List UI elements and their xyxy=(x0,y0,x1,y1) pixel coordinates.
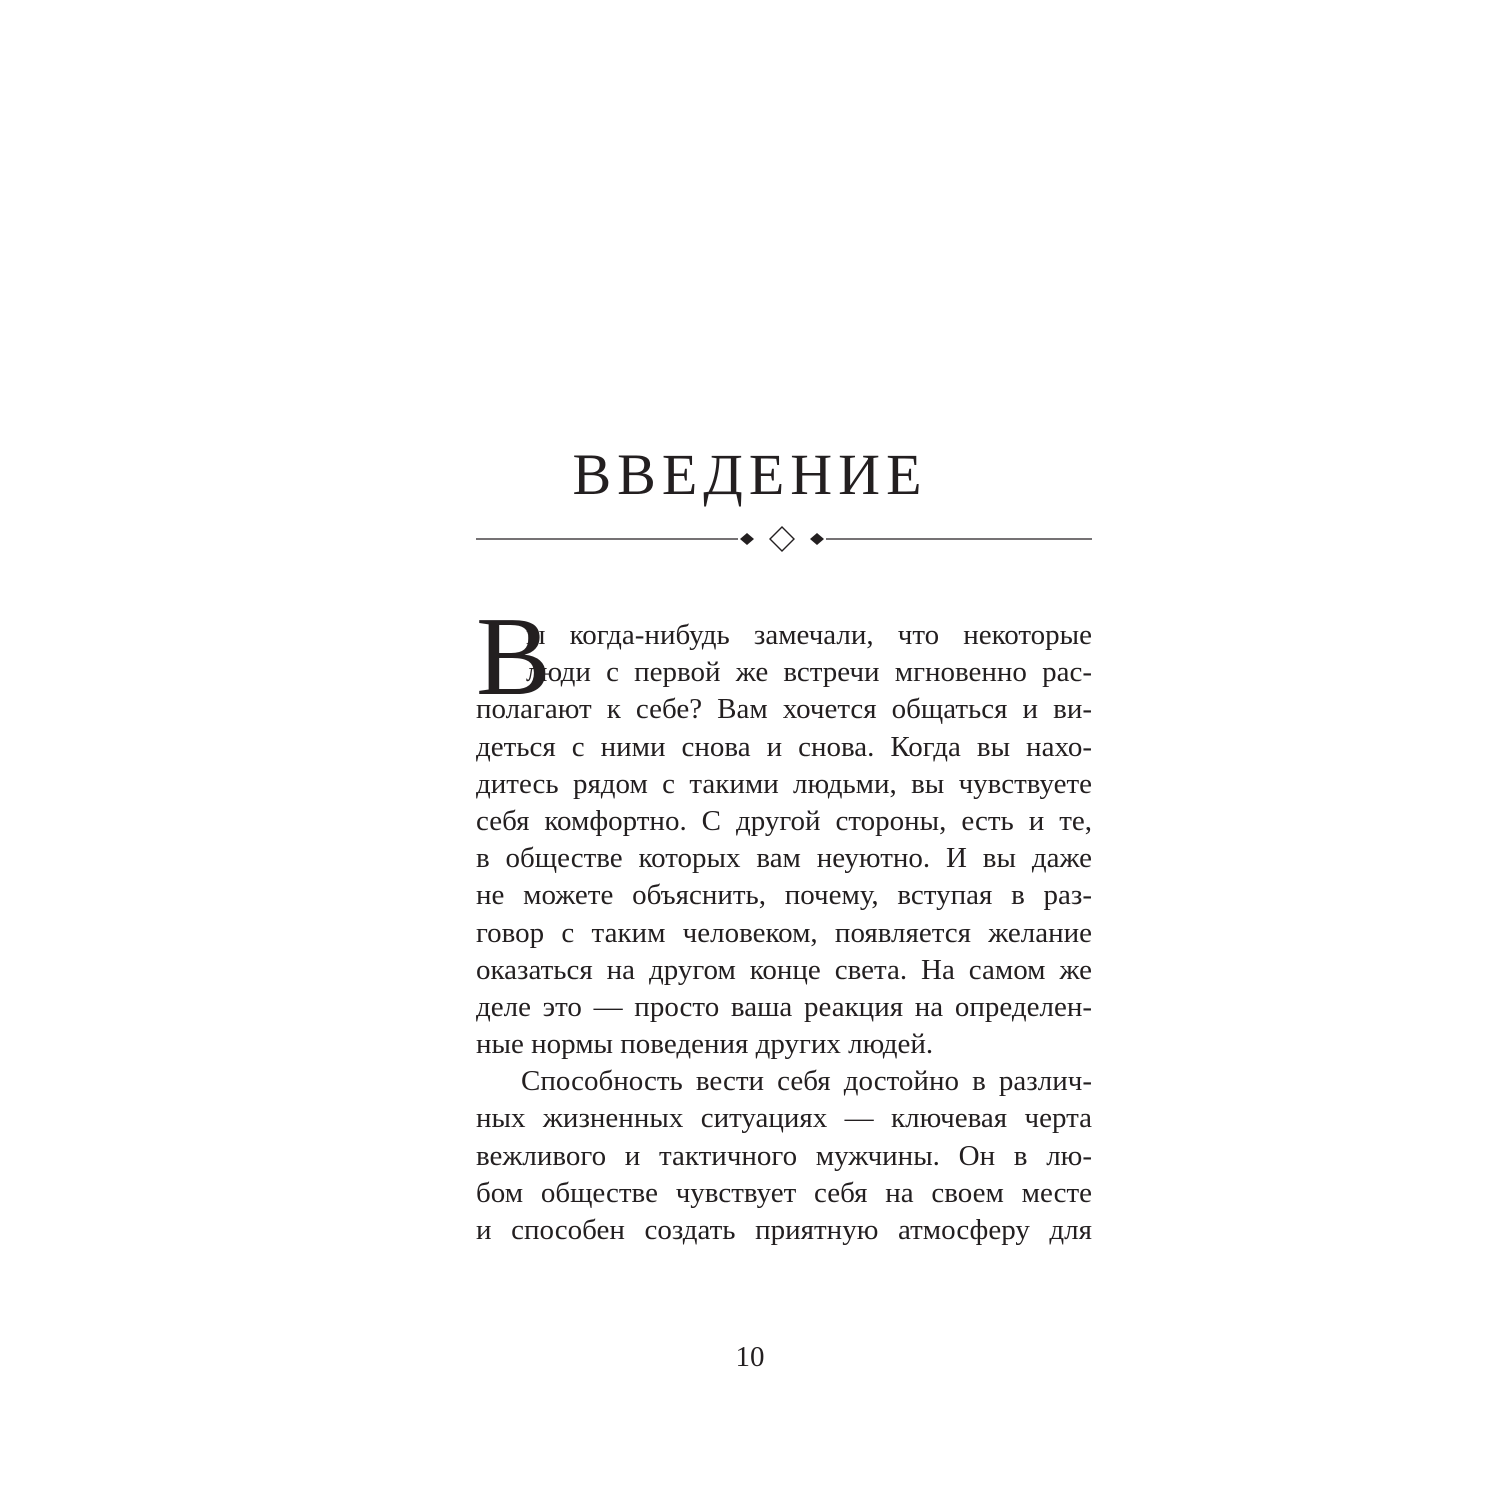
text-line: деться с ними снова и снова. Когда вы нахо- xyxy=(476,730,1092,763)
diamond-filled-right-icon xyxy=(810,533,824,545)
text-line: в обществе которых вам неуютно. И вы даже xyxy=(476,842,1092,875)
text-line: дитесь рядом с такими людьми, вы чувствуете xyxy=(476,767,1092,800)
diamond-outline-center-icon xyxy=(770,527,794,551)
text-line: деле это — просто ваша реакция на определен- xyxy=(476,990,1092,1023)
drop-cap-letter: В xyxy=(476,595,551,719)
text-line: не можете объяснить, почему, вступая в раз- xyxy=(476,879,1092,912)
page-number: 10 xyxy=(735,1341,765,1373)
chapter-title: ВВЕДЕНИЕ xyxy=(572,442,928,507)
text-line: ные нормы поведения других людей. xyxy=(476,1028,934,1061)
text-line: ы когда-нибудь замечали, что некоторые xyxy=(526,619,1092,651)
text-line: себя комфортно. С другой стороны, есть и те, xyxy=(476,804,1092,837)
text-line: оказаться на другом конце света. На самом же xyxy=(476,953,1092,986)
text-line: ных жизненных ситуациях — ключевая черта xyxy=(476,1102,1092,1135)
diamond-filled-left-icon xyxy=(740,533,754,545)
text-line: бом обществе чувствует себя на своем месте xyxy=(476,1176,1092,1209)
text-line: вежливого и тактичного мужчины. Он в лю- xyxy=(476,1139,1092,1172)
text-line: говор с таким человеком, появляется желание xyxy=(476,916,1092,949)
text-line: люди с первой же встречи мгновенно рас- xyxy=(526,656,1092,689)
text-line: полагают к себе? Вам хочется общаться и ви- xyxy=(476,693,1092,726)
body-text xyxy=(476,595,1092,1249)
title-divider-ornament xyxy=(476,522,1092,556)
text-line: и способен создать приятную атмосферу для xyxy=(476,1214,1092,1246)
text-line: Способность вести себя достойно в различ- xyxy=(521,1065,1092,1098)
